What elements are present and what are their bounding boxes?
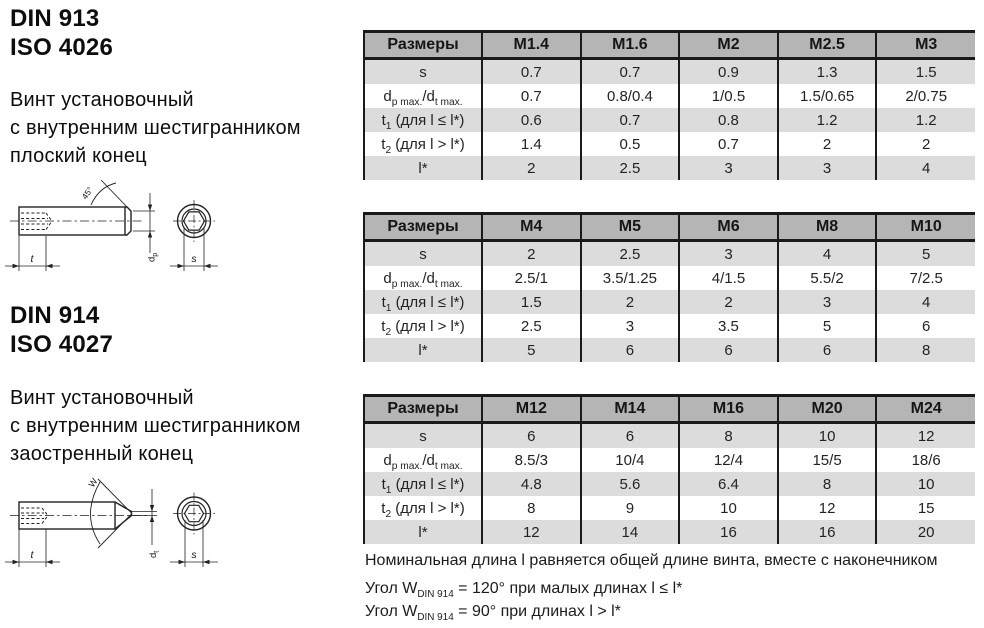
value-cell: 4 [876, 156, 975, 180]
standard-line: DIN 914 [10, 302, 100, 329]
table-row [364, 59, 975, 85]
value-cell: 2 [876, 132, 975, 156]
value-cell: 8.5/3 [482, 448, 581, 472]
value-cell: 9 [581, 496, 680, 520]
value-cell: 12 [876, 423, 975, 449]
value-cell: 1.4 [482, 132, 581, 156]
cone-angle-annotation [91, 479, 132, 548]
table-row [364, 241, 975, 267]
value-cell: 14 [581, 520, 680, 544]
dimensions-table-m4-m10 [363, 212, 975, 362]
description-line: Винт установочный [10, 89, 194, 111]
value-cell: 6 [679, 338, 778, 362]
value-cell: 10 [778, 423, 877, 449]
value-cell: 15 [876, 496, 975, 520]
row-label: $t_1$ (для l ≤ l*) [364, 290, 482, 314]
value-cell: 0.9 [679, 59, 778, 85]
table-row [364, 338, 975, 362]
chamfer-angle-annotation [91, 180, 128, 208]
value-cell: 6 [876, 314, 975, 338]
value-cell: 8 [679, 423, 778, 449]
row-label: $t_2$ (для l > l*) [364, 314, 482, 338]
table-row [364, 266, 975, 290]
row-label: $d_{p max.}/d_{t max.}$ [364, 448, 482, 472]
value-cell: 12/4 [679, 448, 778, 472]
value-cell: 1/0.5 [679, 84, 778, 108]
standard-line: ISO 4027 [10, 331, 114, 358]
standard-line: ISO 4026 [10, 34, 114, 61]
value-cell: 3 [679, 241, 778, 267]
end-view [173, 493, 215, 535]
value-cell: 4 [876, 290, 975, 314]
value-cell: 1.5 [876, 59, 975, 85]
value-cell: 6 [778, 338, 877, 362]
value-cell: 0.5 [581, 132, 680, 156]
thread-size-header: M24 [876, 396, 975, 423]
thread-size-header: M12 [482, 396, 581, 423]
value-cell: 8 [482, 496, 581, 520]
dimensions-table-m1.4-m3 [363, 30, 975, 180]
thread-size-header: M8 [778, 214, 877, 241]
value-cell: 6 [581, 338, 680, 362]
value-cell: 1.2 [876, 108, 975, 132]
value-cell: 6 [482, 423, 581, 449]
drawing-din913-flat-point [2, 178, 232, 300]
size-column-header: Размеры [364, 214, 482, 241]
thread-size-header: M2 [679, 32, 778, 59]
value-cell: 3 [581, 314, 680, 338]
note-angle-90: Угол $W_{DIN 914} = 90^\circ$ при длинах l > l* [365, 603, 621, 624]
cone-angle-label: W [86, 476, 100, 490]
value-cell: 20 [876, 520, 975, 544]
row-label: s [364, 423, 482, 449]
value-cell: 5 [778, 314, 877, 338]
value-cell: 2 [778, 132, 877, 156]
value-cell: 0.7 [679, 132, 778, 156]
note-nominal-length: Номинальная длина l равняется общей длине винта, вместе с наконечником [365, 552, 938, 569]
row-label: s [364, 59, 482, 85]
value-cell: 5 [482, 338, 581, 362]
value-cell: 1.3 [778, 59, 877, 85]
table-row [364, 520, 975, 544]
thread-size-header: M14 [581, 396, 680, 423]
value-cell: 0.7 [581, 108, 680, 132]
value-cell: 10 [876, 472, 975, 496]
value-cell: 6 [581, 423, 680, 449]
value-cell: 3 [679, 156, 778, 180]
value-cell: 5.6 [581, 472, 680, 496]
value-cell: 2.5 [581, 156, 680, 180]
value-cell: 4/1.5 [679, 266, 778, 290]
row-label: $t_2$ (для l > l*) [364, 132, 482, 156]
row-label: $t_1$ (для l ≤ l*) [364, 108, 482, 132]
value-cell: 12 [482, 520, 581, 544]
row-label: $d_{p max.}/d_{t max.}$ [364, 84, 482, 108]
thread-size-header: M10 [876, 214, 975, 241]
dimension-lines [5, 193, 218, 271]
table-row [364, 472, 975, 496]
standard-line: DIN 913 [10, 5, 100, 32]
dimensions-table-m12-m24 [363, 394, 975, 544]
value-cell: 10 [679, 496, 778, 520]
thread-size-header: M2.5 [778, 32, 877, 59]
table-header-row [364, 214, 975, 241]
value-cell: 2 [482, 156, 581, 180]
value-cell: 10/4 [581, 448, 680, 472]
end-view [173, 200, 215, 242]
value-cell: 4 [778, 241, 877, 267]
dimension-label-s: s [191, 253, 197, 265]
row-label: $t_2$ (для l > l*) [364, 496, 482, 520]
drawing-din914-cone-point [2, 472, 232, 594]
thread-size-header: M16 [679, 396, 778, 423]
table-row [364, 156, 975, 180]
thread-size-header: M20 [778, 396, 877, 423]
thread-size-header: M1.6 [581, 32, 680, 59]
chamfer-angle-label: 45° [79, 184, 96, 202]
value-cell: 1.5 [482, 290, 581, 314]
dimension-arrows [13, 205, 211, 269]
note-angle-120: Угол $W_{DIN 914} = 120^\circ$ при малых длинах l ≤ l* [365, 580, 683, 601]
value-cell: 2.5 [482, 314, 581, 338]
dimension-label-t: t [30, 549, 34, 561]
description-line: плоский конец [10, 145, 147, 167]
thread-size-header: M6 [679, 214, 778, 241]
thread-size-header: M5 [581, 214, 680, 241]
thread-size-header: M4 [482, 214, 581, 241]
value-cell: 3 [778, 156, 877, 180]
value-cell: 7/2.5 [876, 266, 975, 290]
description-line: с внутренним шестигранником [10, 117, 301, 139]
value-cell: 0.8/0.4 [581, 84, 680, 108]
value-cell: 8 [876, 338, 975, 362]
value-cell: 4.8 [482, 472, 581, 496]
value-cell: 2 [581, 290, 680, 314]
thread-size-header: M1.4 [482, 32, 581, 59]
standard-heading-din913 [10, 4, 113, 62]
value-cell: 5.5/2 [778, 266, 877, 290]
value-cell: 8 [778, 472, 877, 496]
description-din913 [10, 86, 301, 170]
row-label: s [364, 241, 482, 267]
table-row [364, 423, 975, 449]
value-cell: 1.5/0.65 [778, 84, 877, 108]
value-cell: 0.7 [482, 59, 581, 85]
value-cell: 12 [778, 496, 877, 520]
description-line: заостренный конец [10, 443, 194, 465]
table-row [364, 290, 975, 314]
value-cell: 2 [679, 290, 778, 314]
size-column-header: Размеры [364, 396, 482, 423]
value-cell: 0.7 [482, 84, 581, 108]
table-row [364, 84, 975, 108]
value-cell: 0.7 [581, 59, 680, 85]
dimension-label-dp: $d_p$ [146, 252, 159, 262]
dimension-label-dt: $d_t$ [148, 550, 161, 558]
table-row [364, 108, 975, 132]
thread-size-header: M3 [876, 32, 975, 59]
value-cell: 3.5/1.25 [581, 266, 680, 290]
value-cell: 0.8 [679, 108, 778, 132]
row-label: $d_{p max.}/d_{t max.}$ [364, 266, 482, 290]
value-cell: 18/6 [876, 448, 975, 472]
value-cell: 3 [778, 290, 877, 314]
value-cell: 2.5/1 [482, 266, 581, 290]
row-label: l* [364, 520, 482, 544]
dimension-label-s: s [191, 549, 197, 561]
value-cell: 2.5 [581, 241, 680, 267]
description-line: с внутренним шестигранником [10, 415, 301, 437]
row-label: l* [364, 156, 482, 180]
value-cell: 6.4 [679, 472, 778, 496]
value-cell: 5 [876, 241, 975, 267]
value-cell: 16 [679, 520, 778, 544]
value-cell: 1.2 [778, 108, 877, 132]
description-line: Винт установочный [10, 387, 194, 409]
dimension-label-t: t [30, 253, 34, 265]
table-row [364, 448, 975, 472]
value-cell: 3.5 [679, 314, 778, 338]
value-cell: 2/0.75 [876, 84, 975, 108]
description-din914 [10, 384, 301, 468]
table-header-row [364, 32, 975, 59]
value-cell: 0.6 [482, 108, 581, 132]
size-column-header: Размеры [364, 32, 482, 59]
table-row [364, 132, 975, 156]
row-label: l* [364, 338, 482, 362]
value-cell: 15/5 [778, 448, 877, 472]
table-header-row [364, 396, 975, 423]
table-row [364, 496, 975, 520]
value-cell: 2 [482, 241, 581, 267]
standard-heading-din914 [10, 301, 113, 359]
row-label: $t_1$ (для l ≤ l*) [364, 472, 482, 496]
table-row [364, 314, 975, 338]
value-cell: 16 [778, 520, 877, 544]
